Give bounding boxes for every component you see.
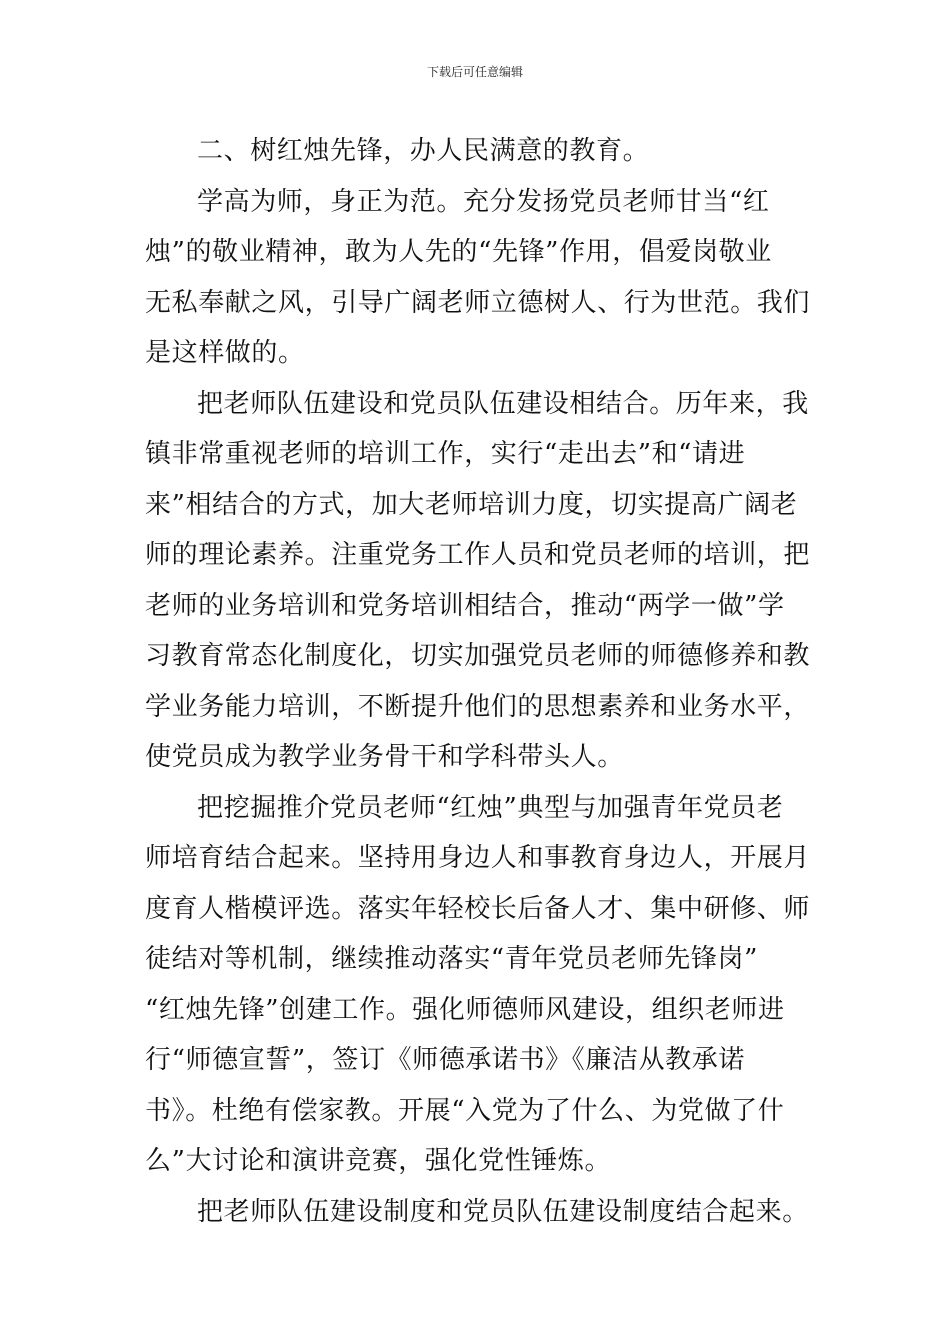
line-18: “红烛先锋”创建工作。强化师德师风建设，组织老师进 bbox=[145, 994, 785, 1025]
line-22: 把老师队伍建设制度和党员队伍建设制度结合起来。 bbox=[197, 1196, 809, 1227]
line-19: 行“师德宣誓”，签订《师德承诺书》《廉洁从教承诺 bbox=[145, 1045, 745, 1075]
line-2: 学高为师，身正为范。充分发扬党员老师甘当“红 bbox=[197, 186, 770, 217]
line-16: 度育人楷模评选。落实年轻校长后备人才、集中研修、师 bbox=[145, 893, 811, 924]
line-17: 徒结对等机制，继续推动落实“青年党员老师先锋岗” bbox=[145, 944, 758, 974]
line-5: 是这样做的。 bbox=[145, 338, 305, 368]
line-6: 把老师队伍建设和党员队伍建设相结合。历年来，我 bbox=[197, 388, 809, 419]
line-14: 把挖掘推介党员老师“红烛”典型与加强青年党员老 bbox=[197, 792, 784, 823]
line-8: 来”相结合的方式，加大老师培训力度，切实提高广阔老 bbox=[145, 489, 798, 520]
line-1: 二、树红烛先锋，办人民满意的教育。 bbox=[197, 136, 650, 166]
line-3: 烛”的敬业精神，敢为人先的“先锋”作用，倡爱岗敬业 bbox=[145, 237, 772, 267]
line-15: 师培育结合起来。坚持用身边人和事教育身边人，开展月 bbox=[145, 843, 811, 873]
line-9: 师的理论素养。注重党务工作人员和党员老师的培训，把 bbox=[145, 540, 811, 570]
page-header: 下载后可任意编辑 bbox=[426, 65, 523, 79]
line-12: 学业务能力培训，不断提升他们的思想素养和业务水平， bbox=[145, 691, 811, 722]
line-10: 老师的业务培训和党务培训相结合，推动“两学一做”学 bbox=[145, 590, 785, 621]
line-13: 使党员成为教学业务骨干和学科带头人。 bbox=[145, 742, 624, 772]
line-20: 书》。杜绝有偿家教。开展“入党为了什么、为党做了什 bbox=[145, 1095, 785, 1126]
document-body bbox=[145, 126, 811, 1237]
line-21: 么”大讨论和演讲竞赛，强化党性锤炼。 bbox=[145, 1146, 612, 1176]
line-11: 习教育常态化制度化，切实加强党员老师的师德修养和教 bbox=[145, 641, 811, 671]
line-4: 无私奉献之风，引导广阔老师立德树人、行为世范。我们 bbox=[145, 287, 811, 318]
line-7: 镇非常重视老师的培训工作，实行“走出去”和“请进 bbox=[145, 439, 746, 469]
